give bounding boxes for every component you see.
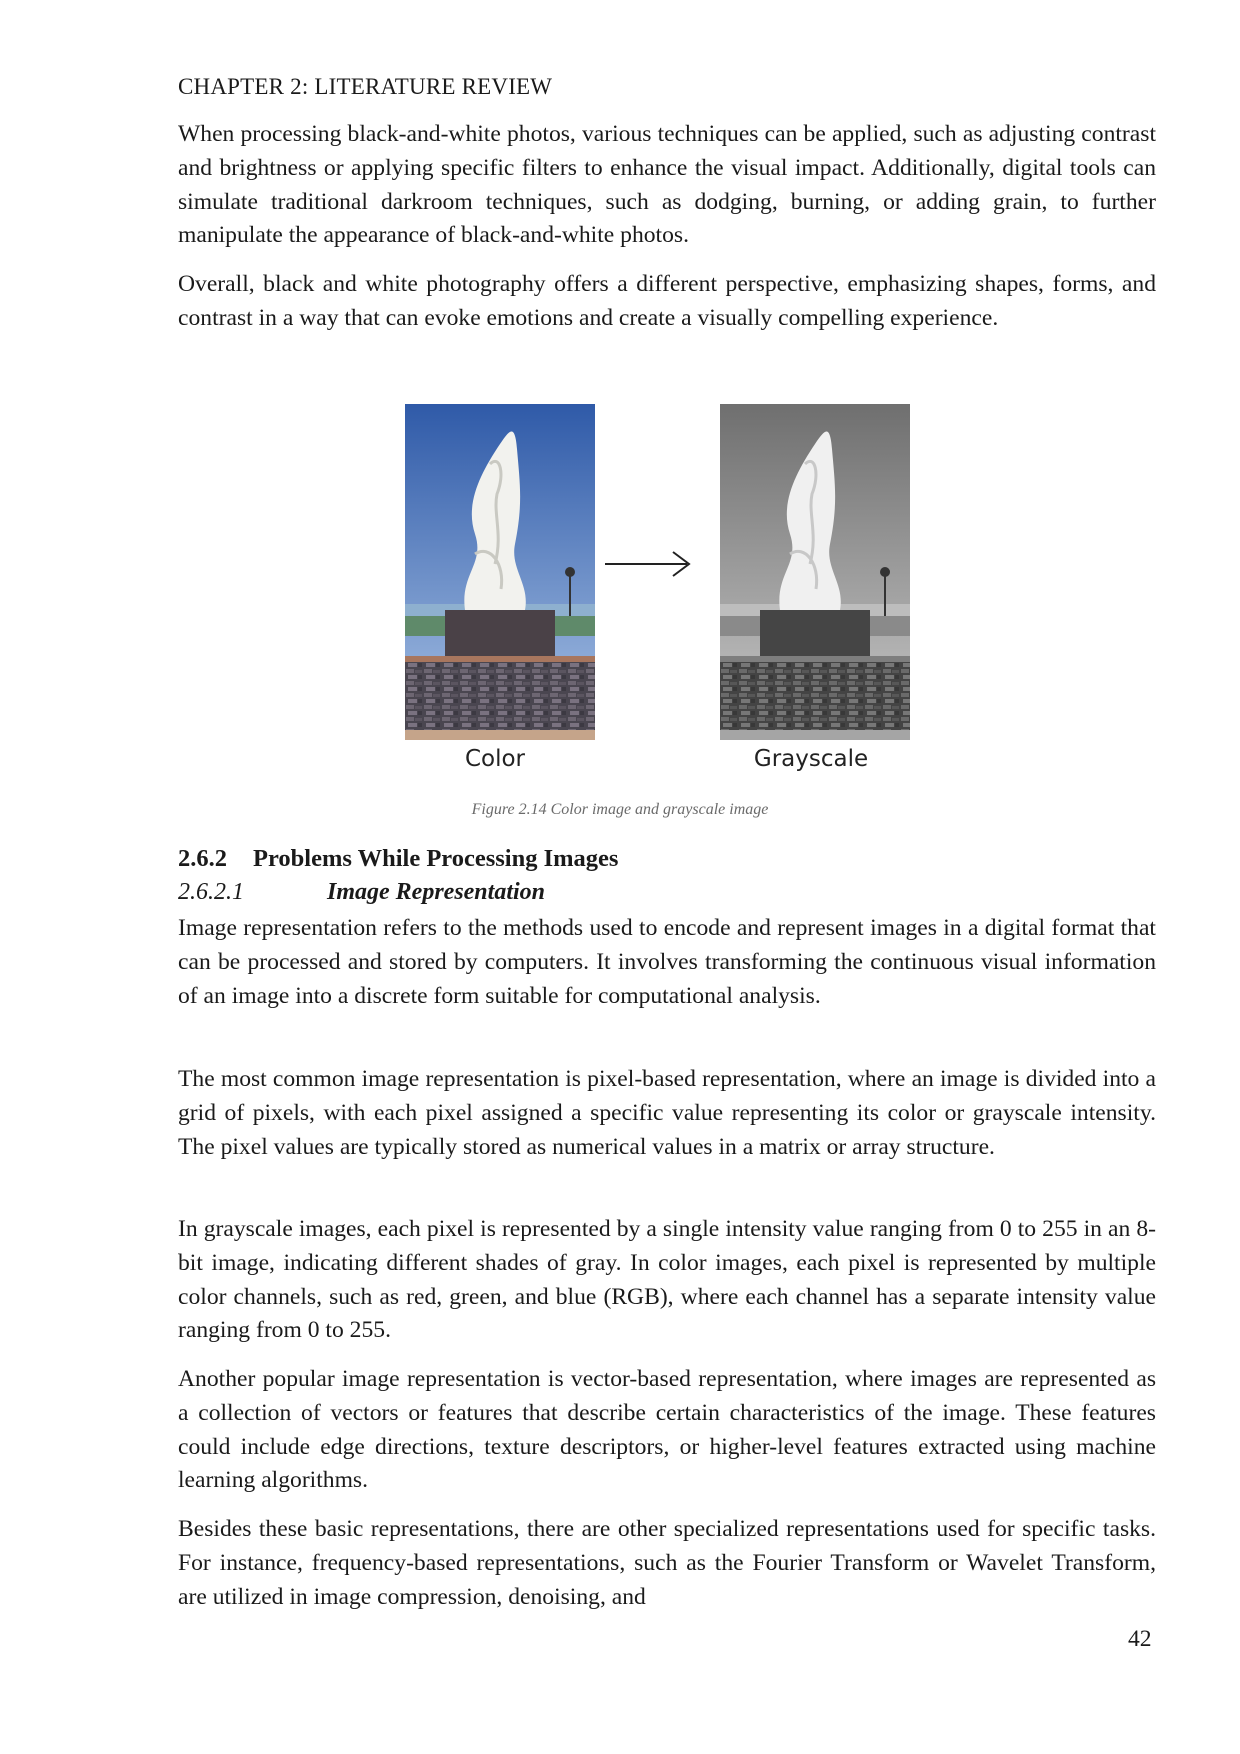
- paragraph-bw-overall: Overall, black and white photography offers a different perspective, emphasizing shapes, forms, and contrast in a way that can evoke emotions and create a visually compelling experience.: [178, 271, 1156, 331]
- label-grayscale: Grayscale: [753, 746, 869, 772]
- arrow-right-icon: [605, 552, 689, 576]
- figure-caption: Figure 2.14 Color image and grayscale image: [471, 801, 769, 818]
- subsection-heading: [178, 879, 545, 906]
- page-number: 42: [1128, 1626, 1152, 1652]
- paragraph-specialized: Besides these basic representations, there are other specialized representations used for specific tasks. For instance, frequency-based representations, such as the Fourier Transform or Wavelet Transform, are utilized in image compression, denoising, and: [178, 1516, 1156, 1610]
- figure-illustration: [405, 404, 915, 774]
- paragraph-vector-based: Another popular image representation is vector-based representation, where images are represented as a collection of vectors or features that describe certain characteristics of the image. These features could include edge directions, texture descriptors, or higher-level features extracted using machine learning algorithms.: [178, 1366, 1156, 1494]
- section-title: Problems While Processing Images: [253, 845, 619, 872]
- grayscale-photo: [720, 404, 910, 740]
- subsection-number: 2.6.2.1: [178, 879, 244, 905]
- paragraph-image-representation: Image representation refers to the methods used to encode and represent images in a digital format that can be processed and stored by computers. It involves transforming the continuous visual information of an image into a discrete form suitable for computational analysis.: [178, 915, 1156, 1009]
- paragraph-pixel-based: The most common image representation is pixel-based representation, where an image is divided into a grid of pixels, with each pixel assigned a specific value representing its color or grayscale intensity. The pixel values are typically stored as numerical values in a matrix or array structure.: [178, 1066, 1156, 1160]
- figure-color-grayscale: [405, 404, 915, 774]
- section-heading: [178, 845, 618, 873]
- chapter-header: CHAPTER 2: LITERATURE REVIEW: [178, 74, 553, 99]
- label-color: Color: [464, 746, 526, 772]
- subsection-title: Image Representation: [327, 879, 546, 905]
- paragraph-postprocessing: When processing black-and-white photos, various techniques can be applied, such as adjusting contrast and brightness or applying specific filters to enhance the visual impact. Additionally, digital tools can simulate traditional darkroom techniques, such as dodging, burning, or adding grain, to further manipulate the appearance of black-and-white photos.: [178, 121, 1156, 249]
- section-number: 2.6.2: [178, 845, 227, 872]
- paragraph-grayscale-color: In grayscale images, each pixel is represented by a single intensity value ranging from 0 to 255 in an 8-bit image, indicating different shades of gray. In color images, each pixel is represented by multiple color channels, such as red, green, and blue (RGB), where each channel has a separate intensity value ranging from 0 to 255.: [178, 1216, 1156, 1344]
- color-photo: [405, 404, 595, 740]
